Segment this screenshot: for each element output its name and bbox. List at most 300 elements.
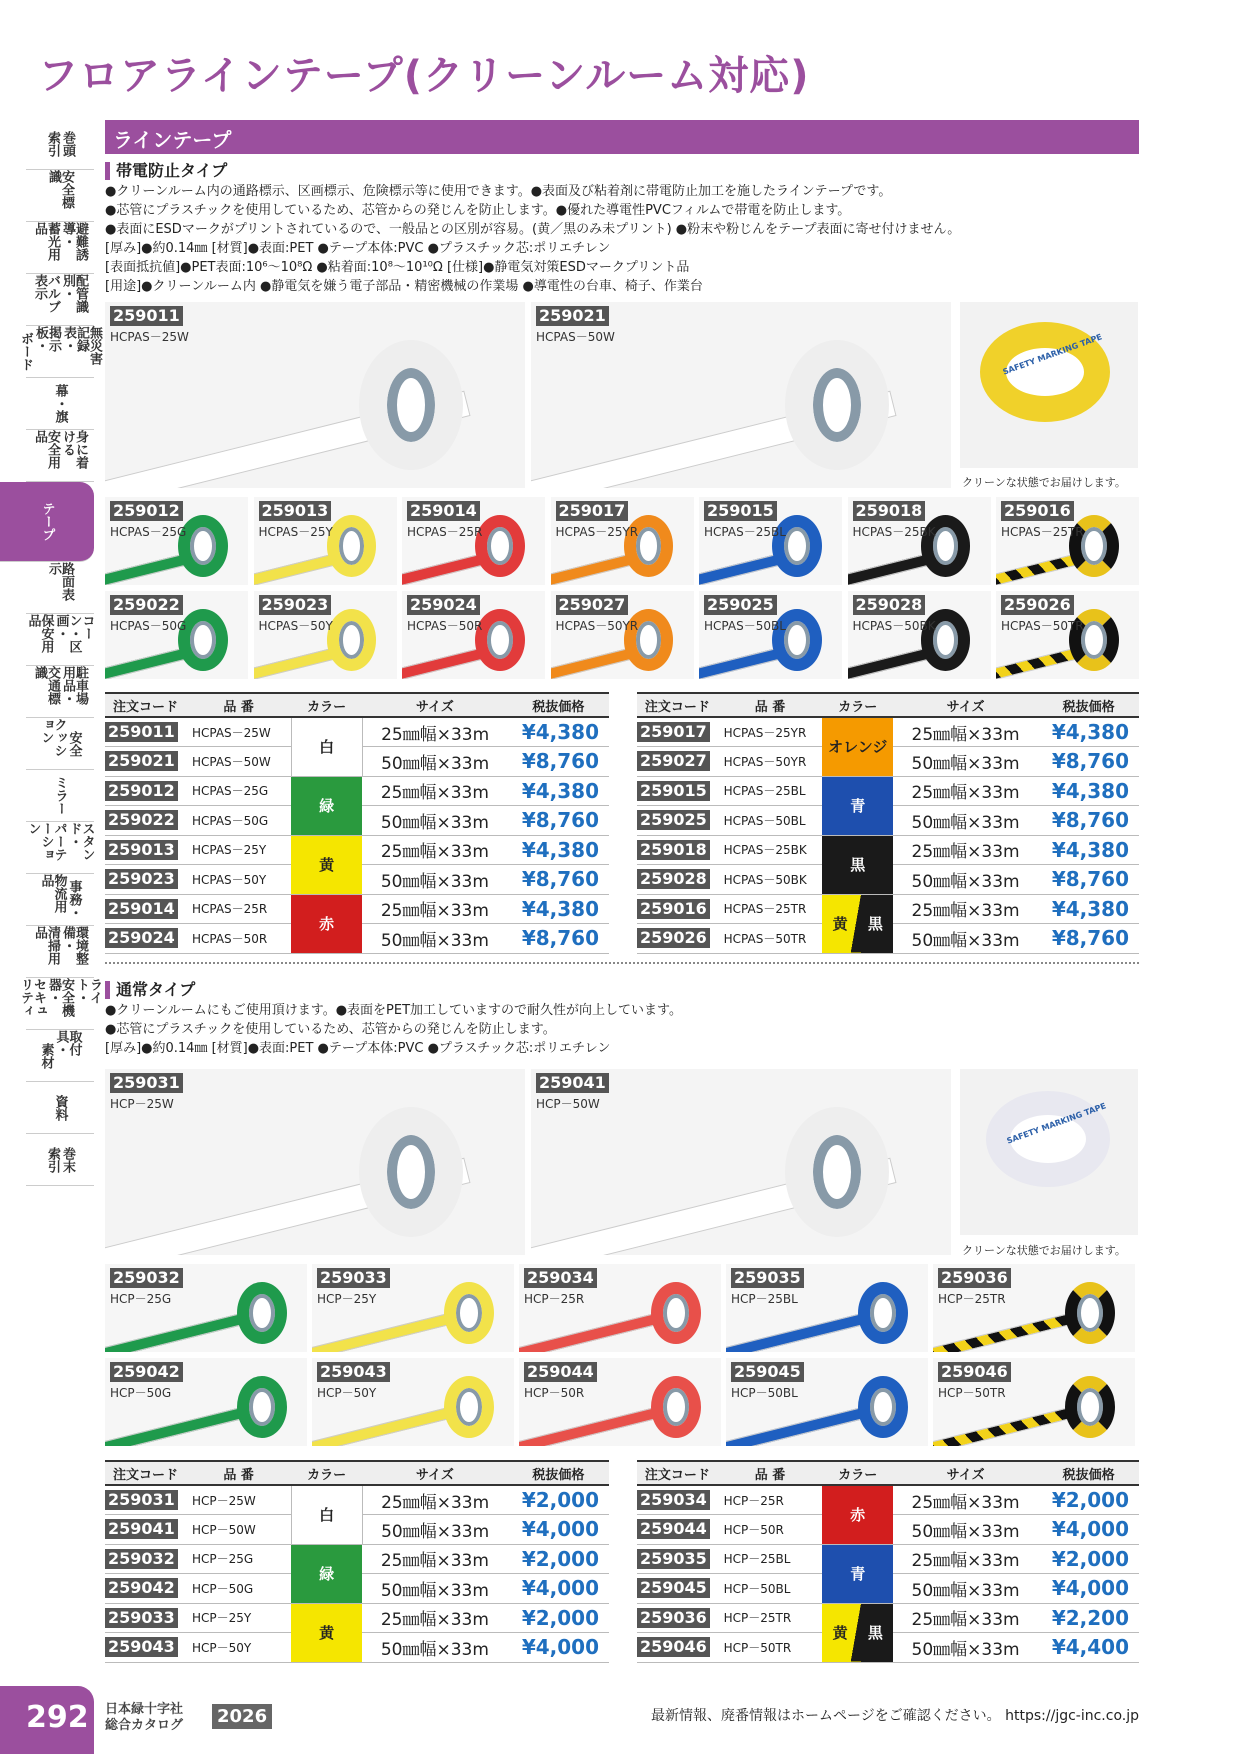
model-number: HCPAS－50BK	[718, 865, 823, 895]
price: ¥4,000	[508, 1515, 609, 1545]
model-number: HCP－25W	[186, 1485, 291, 1515]
size: 50㎜幅×33m	[893, 1633, 1038, 1663]
tape-roll	[1065, 1282, 1115, 1344]
color-label: 黒	[867, 915, 883, 933]
product-code: 259041	[536, 1073, 609, 1093]
table-header: カラー	[291, 1461, 362, 1485]
product-model: HCPAS－25W	[110, 330, 189, 344]
sidebar-item-label: 交通標識	[32, 666, 60, 705]
product-photo	[551, 591, 694, 679]
price: ¥2,000	[1038, 1544, 1139, 1574]
model-number: HCPAS－50Y	[186, 865, 291, 895]
table-row	[105, 835, 609, 865]
section-heading-standard: 通常タイプ	[105, 981, 195, 999]
product-model: HCP－25G	[110, 1292, 172, 1306]
sidebar-item-label: 避難誘導・	[60, 222, 88, 261]
table-header: サイズ	[362, 693, 508, 717]
size: 50㎜幅×33m	[362, 1633, 508, 1663]
color-cell: 緑	[291, 1544, 362, 1603]
model-number: HCP－25G	[186, 1544, 291, 1574]
model-number: HCP－25Y	[186, 1603, 291, 1633]
table-row	[637, 835, 1139, 865]
size: 25㎜幅×33m	[893, 1544, 1038, 1574]
order-code: 259046	[637, 1637, 710, 1657]
category-sidebar	[18, 118, 102, 1186]
tape-roll	[237, 1376, 287, 1438]
price: ¥8,760	[1038, 747, 1139, 777]
size: 50㎜幅×33m	[362, 747, 508, 777]
sidebar-item-label: 巻末	[60, 1146, 75, 1173]
catalog-name: 日本緑十字社 総合カタログ	[105, 1702, 184, 1733]
model-number: HCPAS－25Y	[186, 835, 291, 865]
product-code: 259013	[259, 501, 332, 521]
table-row	[105, 776, 609, 806]
sidebar-item-17[interactable]	[26, 1030, 94, 1082]
sidebar-item-label: 無災害記録表・	[61, 326, 102, 365]
product-code: 259022	[110, 595, 183, 615]
color-cell: 白	[291, 717, 362, 776]
size: 50㎜幅×33m	[362, 1574, 508, 1604]
footer-note: 最新情報、廃番情報はホームページをご確認ください。 https://jgc-inc.co.jp	[650, 1708, 1139, 1724]
product-code: 259026	[1001, 595, 1074, 615]
sidebar-item-label: 巻頭	[60, 130, 75, 157]
sidebar-item-label: テープ	[39, 502, 55, 541]
product-code: 259018	[853, 501, 926, 521]
description-line: [用途]●クリーンルーム内 ●静電気を嫌う電子部品・精密機械の作業場 ●導電性の台車、椅子、作業台	[105, 279, 703, 294]
order-code: 259034	[637, 1490, 710, 1510]
price: ¥4,380	[508, 894, 609, 924]
color-cell: 黄	[291, 835, 362, 894]
product-code: 259011	[110, 306, 183, 326]
package-caption: クリーンな状態でお届けします。	[962, 476, 1126, 489]
order-code: 259044	[637, 1519, 710, 1539]
tape-roll	[359, 340, 463, 470]
table-row	[637, 1603, 1139, 1633]
size: 50㎜幅×33m	[893, 865, 1038, 895]
order-code: 259014	[105, 899, 178, 919]
package-label: SAFETY MARKING TAPE	[1005, 1101, 1108, 1146]
sidebar-item-15[interactable]	[26, 926, 94, 978]
tape-roll	[475, 609, 525, 671]
size: 50㎜幅×33m	[362, 1515, 508, 1545]
product-model: HCP－25Y	[317, 1292, 377, 1306]
sidebar-item-label: スタンド・	[66, 822, 95, 861]
price: ¥4,380	[1038, 776, 1139, 806]
product-code: 259017	[556, 501, 629, 521]
product-model: HCPAS－50Y	[258, 619, 333, 633]
table-header: 品 番	[186, 1461, 291, 1485]
model-number: HCPAS－25W	[186, 717, 291, 747]
sidebar-item-11[interactable]	[26, 718, 94, 770]
section-divider	[105, 962, 1139, 964]
model-number: HCPAS－50YR	[718, 747, 823, 777]
product-model: HCPAS－25G	[110, 525, 187, 539]
product-code: 259043	[317, 1362, 390, 1382]
order-code: 259013	[105, 840, 178, 860]
model-number: HCPAS－25R	[186, 894, 291, 924]
sidebar-item-14[interactable]	[26, 874, 94, 926]
sidebar-item-label: 資料	[52, 1094, 68, 1121]
product-photo	[699, 497, 842, 585]
sidebar-item-label: 蓄光用品	[32, 222, 60, 261]
tape-roll	[327, 609, 377, 671]
price-table-standard-1	[105, 1460, 609, 1663]
sidebar-item-16[interactable]	[18, 978, 102, 1030]
table-header: カラー	[822, 1461, 893, 1485]
model-number: HCP－50W	[186, 1515, 291, 1545]
model-number: HCPAS－25TR	[718, 894, 823, 924]
section-band: ラインテープ	[105, 120, 1139, 154]
product-photo	[105, 1358, 307, 1446]
price: ¥4,380	[1038, 717, 1139, 747]
product-photo	[402, 591, 545, 679]
product-photo	[254, 591, 397, 679]
product-code: 259036	[938, 1268, 1011, 1288]
order-code: 259045	[637, 1578, 710, 1598]
product-photo	[996, 497, 1139, 585]
price: ¥4,380	[508, 776, 609, 806]
product-model: HCPAS－25YR	[555, 525, 639, 539]
model-number: HCP－25R	[718, 1485, 823, 1515]
order-code: 259033	[105, 1608, 178, 1628]
product-model: HCP－50W	[536, 1097, 600, 1111]
price: ¥4,380	[508, 835, 609, 865]
table-header: 品 番	[186, 693, 291, 717]
color-label: 黄	[832, 915, 848, 933]
sidebar-item-label: 安全機器・	[46, 978, 74, 1017]
model-number: HCPAS－50G	[186, 806, 291, 836]
model-number: HCPAS－50TR	[718, 924, 823, 954]
size: 25㎜幅×33m	[893, 1485, 1038, 1515]
product-photo	[312, 1358, 514, 1446]
product-photo	[519, 1358, 721, 1446]
sidebar-item-18[interactable]	[26, 1082, 94, 1134]
sidebar-item-label: 環境整備・	[60, 926, 88, 965]
price: ¥2,200	[1038, 1603, 1139, 1633]
color-cell: 赤	[291, 894, 362, 953]
size: 25㎜幅×33m	[362, 776, 508, 806]
product-model: HCPAS－50G	[110, 619, 187, 633]
product-model: HCP－50G	[110, 1386, 172, 1400]
catalog-year: 2026	[212, 1704, 272, 1729]
size: 25㎜幅×33m	[893, 835, 1038, 865]
order-code: 259026	[637, 928, 710, 948]
sidebar-item-6[interactable]	[26, 430, 94, 482]
price: ¥8,760	[508, 747, 609, 777]
sidebar-item-label: 取付具・	[53, 1030, 82, 1056]
tape-roll	[237, 1282, 287, 1344]
sidebar-item-label: 清掃用品	[32, 926, 60, 965]
order-code: 259017	[637, 722, 710, 742]
table-row	[105, 717, 609, 747]
model-number: HCP－50BL	[718, 1574, 823, 1604]
tape-roll	[444, 1282, 494, 1344]
product-model: HCPAS－50W	[536, 330, 615, 344]
sidebar-item-label: 幕・旗	[52, 384, 68, 423]
table-header: カラー	[822, 693, 893, 717]
order-code: 259021	[105, 751, 178, 771]
sidebar-item-19[interactable]	[26, 1134, 94, 1186]
product-photo	[848, 591, 991, 679]
table-header: 品 番	[718, 1461, 823, 1485]
price: ¥2,000	[508, 1544, 609, 1574]
product-photo	[312, 1264, 514, 1352]
product-photo	[519, 1264, 721, 1352]
product-photo	[105, 591, 248, 679]
product-model: HCPAS－50TR	[1001, 619, 1084, 633]
sidebar-item-13[interactable]	[26, 822, 94, 874]
product-code: 259034	[524, 1268, 597, 1288]
size: 25㎜幅×33m	[893, 1603, 1038, 1633]
sidebar-item-label: 掲示板・	[33, 326, 61, 352]
sidebar-item-4[interactable]	[18, 326, 102, 378]
description-line: ●芯管にプラスチックを使用しているため、芯管からの発じんを防止します。	[105, 1022, 556, 1037]
product-model: HCPAS－50BK	[852, 619, 936, 633]
price: ¥4,000	[508, 1633, 609, 1663]
order-code: 259018	[637, 840, 710, 860]
description-line: ●クリーンルーム内の通路標示、区画標示、危険標示等に使用できます。●表面及び粘着剤に帯電防止加工を施したラインテープです。	[105, 184, 892, 199]
table-header: カラー	[291, 693, 362, 717]
product-code: 259014	[407, 501, 480, 521]
price: ¥4,380	[1038, 894, 1139, 924]
sidebar-item-label: ライト・	[74, 978, 102, 1004]
model-number: HCPAS－25BK	[718, 835, 823, 865]
order-code: 259012	[105, 781, 178, 801]
size: 50㎜幅×33m	[893, 924, 1038, 954]
description-line: [厚み]●約0.14㎜ [材質]●表面:PET ●テープ本体:PVC ●プラスチック芯:ポリエチレン	[105, 1041, 611, 1056]
antistatic-description	[105, 182, 1145, 296]
price: ¥8,760	[1038, 924, 1139, 954]
model-number: HCP－50G	[186, 1574, 291, 1604]
price: ¥8,760	[508, 865, 609, 895]
model-number: HCP－25TR	[718, 1603, 823, 1633]
sidebar-item-label: クッション	[38, 718, 67, 757]
model-number: HCPAS－25G	[186, 776, 291, 806]
color-cell: 白	[291, 1485, 362, 1544]
table-header: 注文コード	[105, 693, 186, 717]
model-number: HCPAS－50R	[186, 924, 291, 954]
product-model: HCP－50BL	[731, 1386, 798, 1400]
package-photo	[960, 302, 1138, 468]
price: ¥4,000	[1038, 1574, 1139, 1604]
model-number: HCP－50TR	[718, 1633, 823, 1663]
table-row	[105, 1485, 609, 1515]
product-photo	[531, 1069, 951, 1255]
product-code: 259025	[704, 595, 777, 615]
price-table-antistatic-1	[105, 692, 609, 954]
size: 25㎜幅×33m	[893, 717, 1038, 747]
order-code: 259032	[105, 1549, 178, 1569]
product-code: 259031	[110, 1073, 183, 1093]
color-cell: オレンジ	[822, 717, 893, 776]
sidebar-item-label: ミラー	[52, 776, 68, 815]
sidebar-item-label: 路面表示	[46, 562, 74, 601]
product-code: 259012	[110, 501, 183, 521]
sidebar-item-10[interactable]	[26, 666, 94, 718]
product-photo	[996, 591, 1139, 679]
price: ¥4,380	[1038, 835, 1139, 865]
order-code: 259011	[105, 722, 178, 742]
table-header: サイズ	[362, 1461, 508, 1485]
sidebar-item-label: コーン・区画・	[53, 614, 95, 653]
model-number: HCPAS－25BL	[718, 776, 823, 806]
product-code: 259032	[110, 1268, 183, 1288]
product-model: HCPAS－25R	[407, 525, 483, 539]
product-photo	[105, 302, 525, 488]
table-header: 注文コード	[105, 1461, 186, 1485]
table-header: 税抜価格	[508, 693, 609, 717]
order-code: 259024	[105, 928, 178, 948]
size: 25㎜幅×33m	[893, 894, 1038, 924]
product-code: 259045	[731, 1362, 804, 1382]
product-model: HCPAS－25BL	[704, 525, 786, 539]
price: ¥8,760	[508, 806, 609, 836]
order-code: 259042	[105, 1578, 178, 1598]
order-code: 259022	[105, 810, 178, 830]
color-cell	[822, 894, 893, 953]
table-row	[637, 1544, 1139, 1574]
product-model: HCP－25BL	[731, 1292, 798, 1306]
size: 25㎜幅×33m	[362, 835, 508, 865]
sidebar-item-12[interactable]	[26, 770, 94, 822]
price: ¥2,000	[508, 1485, 609, 1515]
order-code: 259031	[105, 1490, 178, 1510]
sidebar-item-label: 駐車場用品・	[60, 666, 88, 705]
price-table-standard-2	[637, 1460, 1139, 1663]
tape-roll	[858, 1376, 908, 1438]
sidebar-item-3[interactable]	[26, 274, 94, 326]
product-photo	[848, 497, 991, 585]
tape-roll	[651, 1282, 701, 1344]
product-model: HCP－50Y	[317, 1386, 377, 1400]
price: ¥4,000	[508, 1574, 609, 1604]
sidebar-item-0[interactable]	[26, 118, 94, 170]
product-code: 259028	[853, 595, 926, 615]
size: 50㎜幅×33m	[893, 806, 1038, 836]
order-code: 259028	[637, 869, 710, 889]
product-model: HCP－25TR	[938, 1292, 1006, 1306]
product-photo	[551, 497, 694, 585]
package-label: SAFETY MARKING TAPE	[1001, 332, 1104, 377]
order-code: 259041	[105, 1519, 178, 1539]
table-row	[637, 776, 1139, 806]
color-cell: 緑	[291, 776, 362, 835]
order-code: 259016	[637, 899, 710, 919]
table-header: 注文コード	[637, 693, 718, 717]
table-header: サイズ	[893, 693, 1038, 717]
product-photo	[531, 302, 951, 488]
color-cell: 赤	[822, 1485, 893, 1544]
tape-roll	[785, 340, 889, 470]
table-row	[105, 894, 609, 924]
price: ¥2,000	[1038, 1485, 1139, 1515]
sidebar-item-label: セキュリティ	[18, 978, 46, 1017]
model-number: HCP－50R	[718, 1515, 823, 1545]
order-code: 259035	[637, 1549, 710, 1569]
product-photo	[933, 1358, 1135, 1446]
sidebar-item-label: 安全	[66, 730, 82, 757]
size: 50㎜幅×33m	[362, 924, 508, 954]
sidebar-item-9[interactable]	[26, 614, 94, 666]
tape-roll	[327, 515, 377, 577]
page-title: フロアラインテープ(クリーンルーム対応)	[38, 53, 810, 99]
product-photo	[105, 497, 248, 585]
sidebar-item-label: 物流用品	[38, 874, 67, 913]
product-code: 259023	[259, 595, 332, 615]
sidebar-item-label: バルブ表示	[32, 274, 60, 313]
product-model: HCPAS－50R	[407, 619, 483, 633]
description-line: ●芯管にプラスチックを使用しているため、芯管からの発じんを防止します。●優れた導電性PVCフィルムで帯電を防止します。	[105, 203, 851, 218]
order-code: 259036	[637, 1608, 710, 1628]
table-row	[105, 1544, 609, 1574]
section-heading-antistatic: 帯電防止タイプ	[105, 162, 227, 180]
product-photo	[933, 1264, 1135, 1352]
price: ¥8,760	[508, 924, 609, 954]
product-code: 259044	[524, 1362, 597, 1382]
product-code: 259033	[317, 1268, 390, 1288]
size: 50㎜幅×33m	[362, 865, 508, 895]
sidebar-item-label: ボード	[18, 332, 33, 371]
table-header: 税抜価格	[1038, 693, 1139, 717]
model-number: HCPAS－50BL	[718, 806, 823, 836]
product-model: HCPAS－50YR	[555, 619, 639, 633]
sidebar-item-label: 索引	[45, 130, 60, 157]
tape-roll	[858, 1282, 908, 1344]
description-line: ●クリーンルームにもご使用頂けます。●表面をPET加工していますので耐久性が向上しています。	[105, 1003, 683, 1018]
price: ¥8,760	[1038, 806, 1139, 836]
table-header: 注文コード	[637, 1461, 718, 1485]
package-caption-2: クリーンな状態でお届けします。	[962, 1244, 1126, 1257]
size: 25㎜幅×33m	[362, 1544, 508, 1574]
tape-roll	[444, 1376, 494, 1438]
product-code: 259027	[556, 595, 629, 615]
standard-description	[105, 1001, 1145, 1058]
product-code: 259042	[110, 1362, 183, 1382]
color-label: 黒	[867, 1624, 883, 1642]
tape-roll	[475, 515, 525, 577]
product-photo	[402, 497, 545, 585]
sidebar-item-label: パーテーション	[25, 822, 67, 861]
color-cell: 黄	[291, 1603, 362, 1662]
sidebar-item-label: 素材	[38, 1042, 54, 1069]
size: 50㎜幅×33m	[893, 1574, 1038, 1604]
product-photo	[699, 591, 842, 679]
product-model: HCPAS－25BK	[852, 525, 936, 539]
product-code: 259035	[731, 1268, 804, 1288]
size: 50㎜幅×33m	[893, 747, 1038, 777]
sidebar-item-label: 安全標識	[46, 170, 74, 209]
product-model: HCPAS－25TR	[1001, 525, 1084, 539]
sidebar-item-2[interactable]	[26, 222, 94, 274]
sidebar-item-7[interactable]	[0, 482, 94, 562]
size: 50㎜幅×33m	[893, 1515, 1038, 1545]
sidebar-item-5[interactable]	[26, 378, 94, 430]
model-number: HCPAS－50W	[186, 747, 291, 777]
sidebar-item-8[interactable]	[26, 562, 94, 614]
description-line: ●表面にESDマークがプリントされているので、一般品との区別が容易。(黄／黒のみ未プリント) ●粉末や粉じんをテープ表面に寄せ付けません。	[105, 222, 961, 237]
sidebar-item-1[interactable]	[26, 170, 94, 222]
sidebar-item-label: 事務・	[66, 880, 82, 919]
sidebar-item-label: 身に着ける	[60, 430, 88, 469]
size: 25㎜幅×33m	[362, 1603, 508, 1633]
model-number: HCP－25BL	[718, 1544, 823, 1574]
table-row	[637, 1485, 1139, 1515]
product-code: 259015	[704, 501, 777, 521]
table-header: サイズ	[893, 1461, 1038, 1485]
order-code: 259027	[637, 751, 710, 771]
price: ¥4,000	[1038, 1515, 1139, 1545]
page-number: 292	[0, 1686, 94, 1754]
